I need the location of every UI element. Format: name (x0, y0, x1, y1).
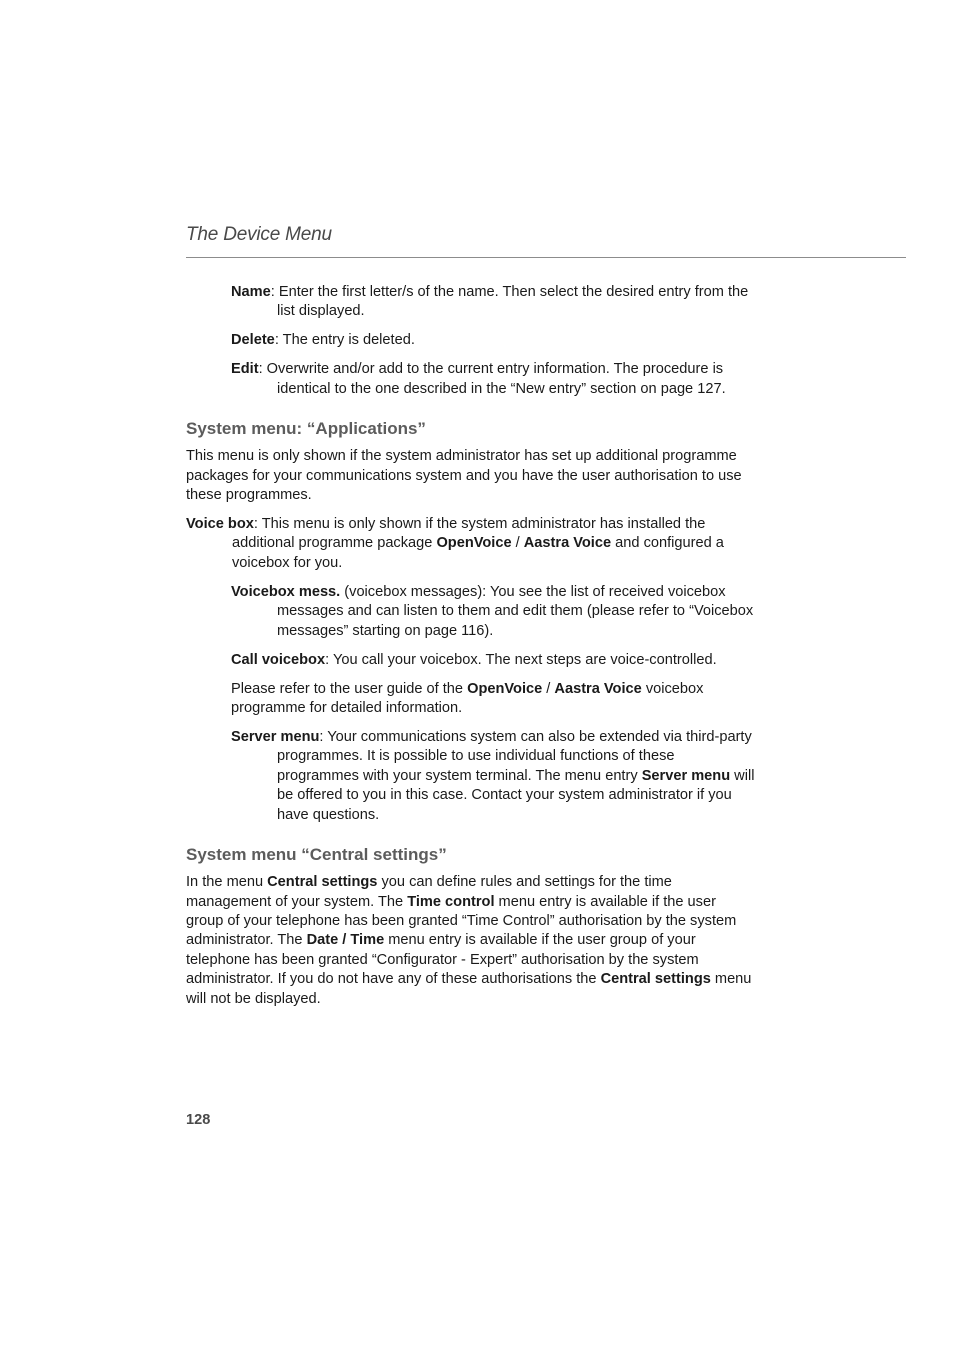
applications-intro: This menu is only shown if the system administrator has set up additional programme packages for your communications system and you have the user authorisation to use these programmes. (186, 448, 742, 504)
text: In the menu (186, 874, 268, 891)
term: Name (231, 284, 271, 300)
term: Edit (231, 361, 259, 378)
section-heading-central-settings: System menu “Central settings” (186, 845, 447, 865)
page-number: 128 (186, 1112, 211, 1128)
definition-text: : You call your voicebox. The next steps are voice-controlled. (325, 651, 717, 668)
definition-edit (231, 360, 756, 399)
term: Voicebox mess. (231, 583, 341, 600)
bold-term: Date / Time (306, 932, 385, 949)
text: Please refer to the user guide of the (231, 680, 468, 697)
definition-voicebox-mess (231, 583, 756, 641)
page-content (186, 283, 756, 1019)
page-header-title: The Device Menu (186, 224, 332, 245)
user-guide-note (231, 680, 756, 719)
text: menu entry is available if the user group of your telephone has been granted “Configurator - Expert” authorisation by the system administrator. If you do not have any of these authorisations the (186, 932, 699, 988)
separator: / (542, 680, 555, 697)
term: Call voicebox (231, 651, 326, 668)
definition-server-menu (231, 728, 756, 825)
section-heading-applications: System menu: “Applications” (186, 419, 426, 439)
bold-term: Server menu (641, 767, 731, 784)
bold-term: Aastra Voice (554, 680, 642, 697)
central-settings-body (186, 873, 756, 1009)
definition-text: (voicebox messages): You see the list of received voicebox messages and can listen to them and edit them (please refer to “Voicebox messages” starting on page 116). (277, 583, 754, 639)
definition-name (231, 283, 756, 322)
separator: / (511, 535, 524, 552)
text: voicebox programme for detailed information. (231, 680, 704, 717)
text: : Your communications system can also be extended via third-party programmes. It is possible to use individual functions of these programmes with your system terminal. The menu entry (277, 729, 752, 784)
term: Server menu (231, 729, 320, 746)
definition-text: : Enter the first letter/s of the name. Then select the desired entry from the list displayed. (270, 284, 749, 320)
definition-text: : The entry is deleted. (274, 332, 415, 349)
text: menu will not be displayed. (186, 971, 752, 1007)
definition-call-voicebox (231, 651, 756, 670)
text: menu entry is available if the user group of your telephone has been granted “Time Control” authorisation by the system administrator. The (186, 893, 737, 949)
definition-delete (231, 331, 756, 350)
definition-voice-box (186, 515, 756, 573)
bold-term: Time control (407, 893, 495, 910)
text: and configured a voicebox for you. (232, 535, 724, 571)
definition-text: : Overwrite and/or add to the current entry information. The procedure is identical to the one described in the “New entry” section on page 127. (258, 361, 726, 397)
text: : This menu is only shown if the system administrator has installed the additional programme package (232, 516, 706, 552)
term: Voice box (186, 516, 254, 533)
bold-term: OpenVoice (467, 680, 543, 697)
bold-term: OpenVoice (436, 535, 512, 552)
page-header (186, 222, 906, 258)
bold-term: Aastra Voice (523, 535, 612, 552)
term: Delete (231, 332, 275, 349)
text: you can define rules and settings for the time management of your system. The (186, 874, 672, 910)
bold-term: Central settings (267, 874, 378, 891)
text: will be offered to you in this case. Contact your system administrator if you have questions. (277, 767, 755, 823)
bold-term: Central settings (600, 971, 711, 988)
